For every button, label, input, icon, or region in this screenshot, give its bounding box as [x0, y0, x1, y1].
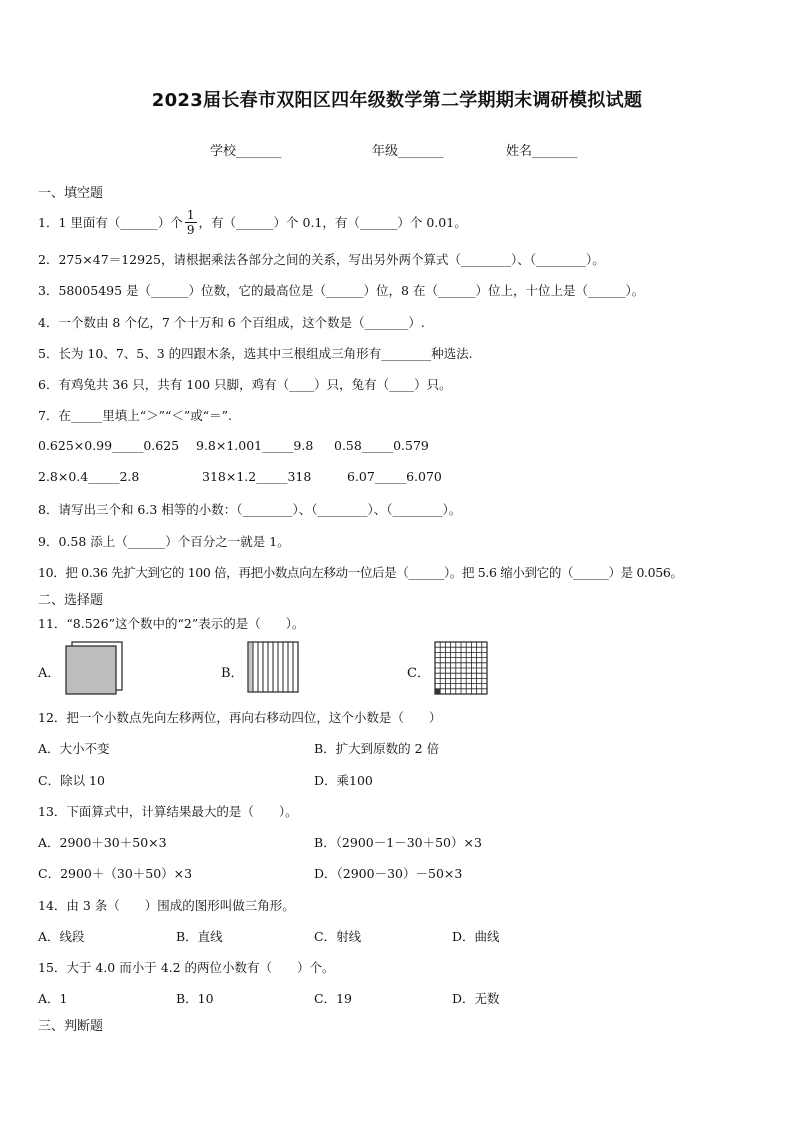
q15-option-d[interactable]: D．无数	[452, 991, 500, 1006]
hundredths-grid-figure	[433, 640, 489, 696]
q12-option-b[interactable]: B．扩大到原数的 2 倍	[314, 741, 440, 756]
school-field[interactable]: 学校_______	[210, 144, 282, 159]
q7-row1-item3: 0.58_____0.579	[334, 438, 429, 453]
question-2: 2．275×47＝12925，请根据乘法各部分之间的关系，写出另外两个算式（________）、（________）。	[38, 252, 605, 267]
name-field[interactable]: 姓名_______	[506, 144, 578, 159]
q11-option-b[interactable]: B．	[221, 666, 244, 681]
question-6: 6．有鸡兔共 36 只，共有 100 只脚，鸡有（____）只，兔有（____）只。	[38, 377, 452, 392]
q11-option-c[interactable]: C．	[407, 666, 430, 681]
q12-option-c[interactable]: C．除以 10	[38, 773, 105, 788]
question-1-post: ，有（______）个 0.1，有（______）个 0.01。	[198, 215, 467, 230]
q15-option-c[interactable]: C．19	[314, 991, 352, 1006]
q14-option-c[interactable]: C．射线	[314, 929, 362, 944]
question-3: 3．58005495 是（______）位数，它的最高位是（______）位，8 在（______）位上，十位上是（______）。	[38, 283, 645, 298]
section-fill-in: 一、填空题	[38, 186, 104, 201]
q13-option-c[interactable]: C．2900＋（30＋50）×3	[38, 866, 193, 881]
question-4: 4．一个数由 8 个亿，7 个十万和 6 个百组成，这个数是（_______）.	[38, 315, 425, 330]
fraction-numerator: 1	[186, 207, 195, 222]
question-13: 13．下面算式中，计算结果最大的是（ ）。	[38, 804, 298, 819]
question-1	[38, 204, 467, 240]
section-choice: 二、选择题	[38, 593, 104, 608]
q14-option-b[interactable]: B．直线	[176, 929, 223, 944]
question-9: 9．0.58 添上（______）个百分之一就是 1。	[38, 534, 290, 549]
question-11: 11．“8.526”这个数中的“2”表示的是（ ）。	[38, 616, 305, 631]
q7-row1-item1: 0.625×0.99_____0.625	[38, 438, 180, 453]
q13-option-d[interactable]: D．（2900－30）－50×3	[314, 866, 463, 881]
q15-option-b[interactable]: B．10	[176, 991, 214, 1006]
fraction-one-ninth	[185, 209, 197, 236]
section-judge: 三、判断题	[38, 1019, 104, 1034]
q13-option-b[interactable]: B．（2900－1－30＋50）×3	[314, 835, 482, 850]
q7-row2-item1: 2.8×0.4_____2.8	[38, 469, 140, 484]
hundredths-shaded-cell	[435, 689, 440, 694]
question-10: 10．把 0.36 先扩大到它的 100 倍，再把小数点向左移动一位后是（______）。把 5.6 缩小到它的（______）是 0.056。	[38, 565, 683, 580]
q12-option-d[interactable]: D．乘100	[314, 773, 373, 788]
q13-option-a[interactable]: A．2900＋30＋50×3	[38, 835, 167, 850]
question-1-pre: 1．1 里面有（______）个	[38, 215, 183, 230]
question-12: 12．把一个小数点先向左移两位，再向右移动四位，这个小数是（ ）	[38, 710, 442, 725]
tenths-shaded-strip	[248, 642, 253, 692]
q11-option-a[interactable]: A．	[38, 666, 61, 681]
question-5: 5．长为 10、7、5、3 的四跟木条，选其中三根组成三角形有________种选法.	[38, 346, 473, 361]
q7-row2-item3: 6.07_____6.070	[347, 469, 442, 484]
q15-option-a[interactable]: A．1	[38, 991, 68, 1006]
whole-square-figure	[64, 640, 124, 696]
q14-option-d[interactable]: D．曲线	[452, 929, 500, 944]
q12-option-a[interactable]: A．大小不变	[38, 741, 110, 756]
question-7: 7．在_____里填上“＞”“＜”或“＝”.	[38, 408, 233, 423]
page-title: 2023届长春市双阳区四年级数学第二学期期末调研模拟试题	[151, 90, 643, 111]
question-15: 15．大于 4.0 而小于 4.2 的两位小数有（ ）个。	[38, 960, 335, 975]
q14-option-a[interactable]: A．线段	[38, 929, 85, 944]
question-14: 14．由 3 条（ ）围成的图形叫做三角形。	[38, 898, 295, 913]
q7-row2-item2: 318×1.2_____318	[202, 469, 312, 484]
q7-row1-item2: 9.8×1.001_____9.8	[196, 438, 314, 453]
grade-field[interactable]: 年级_______	[372, 144, 444, 159]
question-8: 8．请写出三个和 6.3 相等的小数：（________）、（________）、（________）。	[38, 502, 462, 517]
fraction-denominator: 9	[186, 222, 195, 237]
tenths-strips-figure	[246, 640, 300, 694]
